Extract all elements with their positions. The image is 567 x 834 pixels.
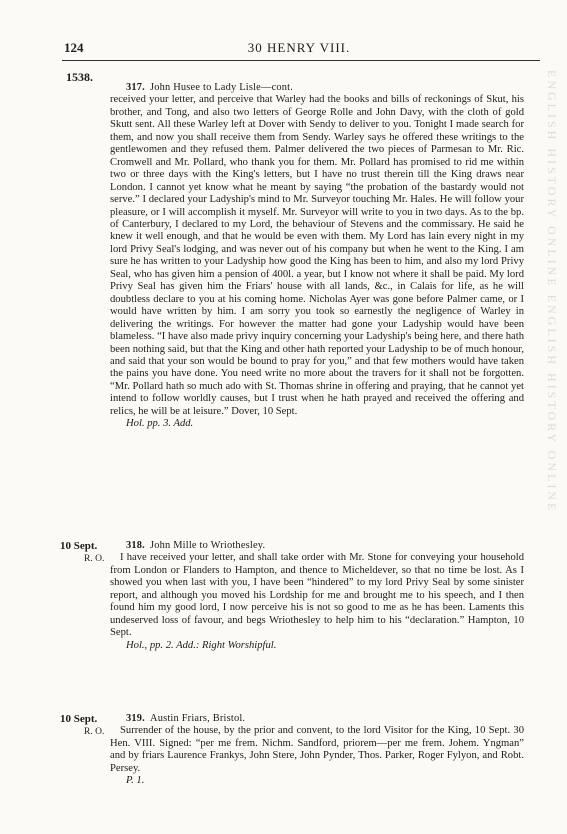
entry-footnote: Hol., pp. 2. Add.: Right Worshipful. [126, 639, 277, 651]
entry-number: 317. [126, 82, 145, 93]
header-rule [62, 60, 540, 61]
entry-title: Austin Friars, Bristol. [149, 713, 246, 724]
entry-heading [126, 82, 524, 94]
entry-date: 10 Sept. [60, 540, 98, 552]
watermark: ENGLISH HISTORY ONLINE ENGLISH HISTORY ONLINE [545, 70, 559, 514]
entry-heading [126, 540, 524, 552]
entry-source: R. O. [84, 554, 105, 564]
page-header [64, 40, 534, 60]
entry-number: 319. [126, 713, 145, 724]
entry-body: received your letter, and perceive that Warley had the books and bills of reckonings of Skut, his brother, and Tong, and also two letters of George Rolle and John Davy, with the cloth of gold Skutt sent. All these Warley left at Dover with Sendy to deliver to you. Tonight I made search for them, and now you shall receive them from Sendy. Warley says he offered these writings to the gentlewomen and they refused them. Palmer delivered the two pieces of Parmesan to Mr. Ric. Cromwell and Mr. Pollard, who thank you for them. Mr. Pollard has promised to rid me within two or three days with the King's letters, but I have no trust therein till the King draws near London. I cannot yet know what he meant by saying “the probation of the bastardy would not serve.” I declared your Ladyship's mind to Mr. Surveyor touching Mr. Hales. He will follow your pleasure, or I will accomplish it myself. Mr. Surveyor will write to you in two days. As to the bp. of Canterbury, I declared to my Lord, the behaviour of Stevens and the commissary. He said he knew it well enough, and that he would be even with them. My Lord has lain every night in my lord Privy Seal's lodging, and was never out of his company but when he went to the King. I am sure he has written to your Ladyship how good the King has been to him, and also my lord Privy Seal, who has given him a pension of 400l. a year, but I know not where it shall be paid. My lord Privy Seal has given him the Friars' house with all lands, &c., in Calais for life, as he will doubtless declare to you at his coming home. Nicholas Ayer was gone before Palmer came, or I would have written by him. I am sorry you took so earnestly the negligence of Warley in delivering the writings. For however the matter had gone your Ladyship would have been blameless. “I have also made privy inquiry concerning your Ladyship's being here, and there hath been nothing said, but that the King and other hath reported your Ladyship to be of much honour, and said that your son would be bound to pray for you,” and that few mothers would have taken the pains you have done. You need write no more about the travers for it shall not be forgotten. “Mr. Pollard hath so much ado with St. Thomas shrine in offering and praying, that he cannot yet intend to follow worldly causes, but I trust when he hath prayed and received the offering and relics, he will be at leisure.” Dover, 10 Sept. [110, 94, 524, 417]
entry-body: I have received your letter, and shall take order with Mr. Stone for conveying your household from London or Flanders to Hampton, and thence to Micheldever, so that no time be lost. As I showed you when last with you, I have been “hindered” to my lord Privy Seal by some sinister report, and although you moved his Lordship for me and brought me to his speech, and I then found him my good lord, I now perceive his is not so good to me as he has been. Laments this undeserved loss of favour, and begs Wriothesley to help him to his “declaration.” Hampton, 10 Sept. [110, 552, 524, 639]
entry-title: John Husee to Lady Lisle—cont. [149, 82, 294, 93]
entry-date: 10 Sept. [60, 713, 98, 725]
entry-title: John Mille to Wriothesley. [149, 540, 266, 551]
entry-318-margin [60, 540, 104, 564]
entry-319-margin [60, 713, 104, 737]
entry-source: R. O. [84, 727, 105, 737]
entry-body: Surrender of the house, by the prior and convent, to the lord Visitor for the King, 10 Sept. 30 Hen. VIII. Signed: “per me frem. Nichm. Sandford, priorem—per me frem. Johem. Yngman” and by friars Laurence Frankys, John Stere, John Pynder, Thos. Parker, Roger Fylyon, and Robt. Persey. [110, 725, 524, 774]
entry-317 [110, 82, 524, 431]
year-label: 1538. [66, 70, 93, 84]
entry-footnote: Hol. pp. 3. Add. [126, 418, 194, 430]
entry-319 [110, 713, 524, 788]
entry-number: 318. [126, 540, 145, 551]
entry-318 [110, 540, 524, 652]
entry-footnote: P. 1. [126, 775, 145, 787]
running-title: 30 HENRY VIII. [247, 40, 351, 55]
entry-heading [126, 713, 524, 725]
page-number: 124 [64, 40, 84, 55]
